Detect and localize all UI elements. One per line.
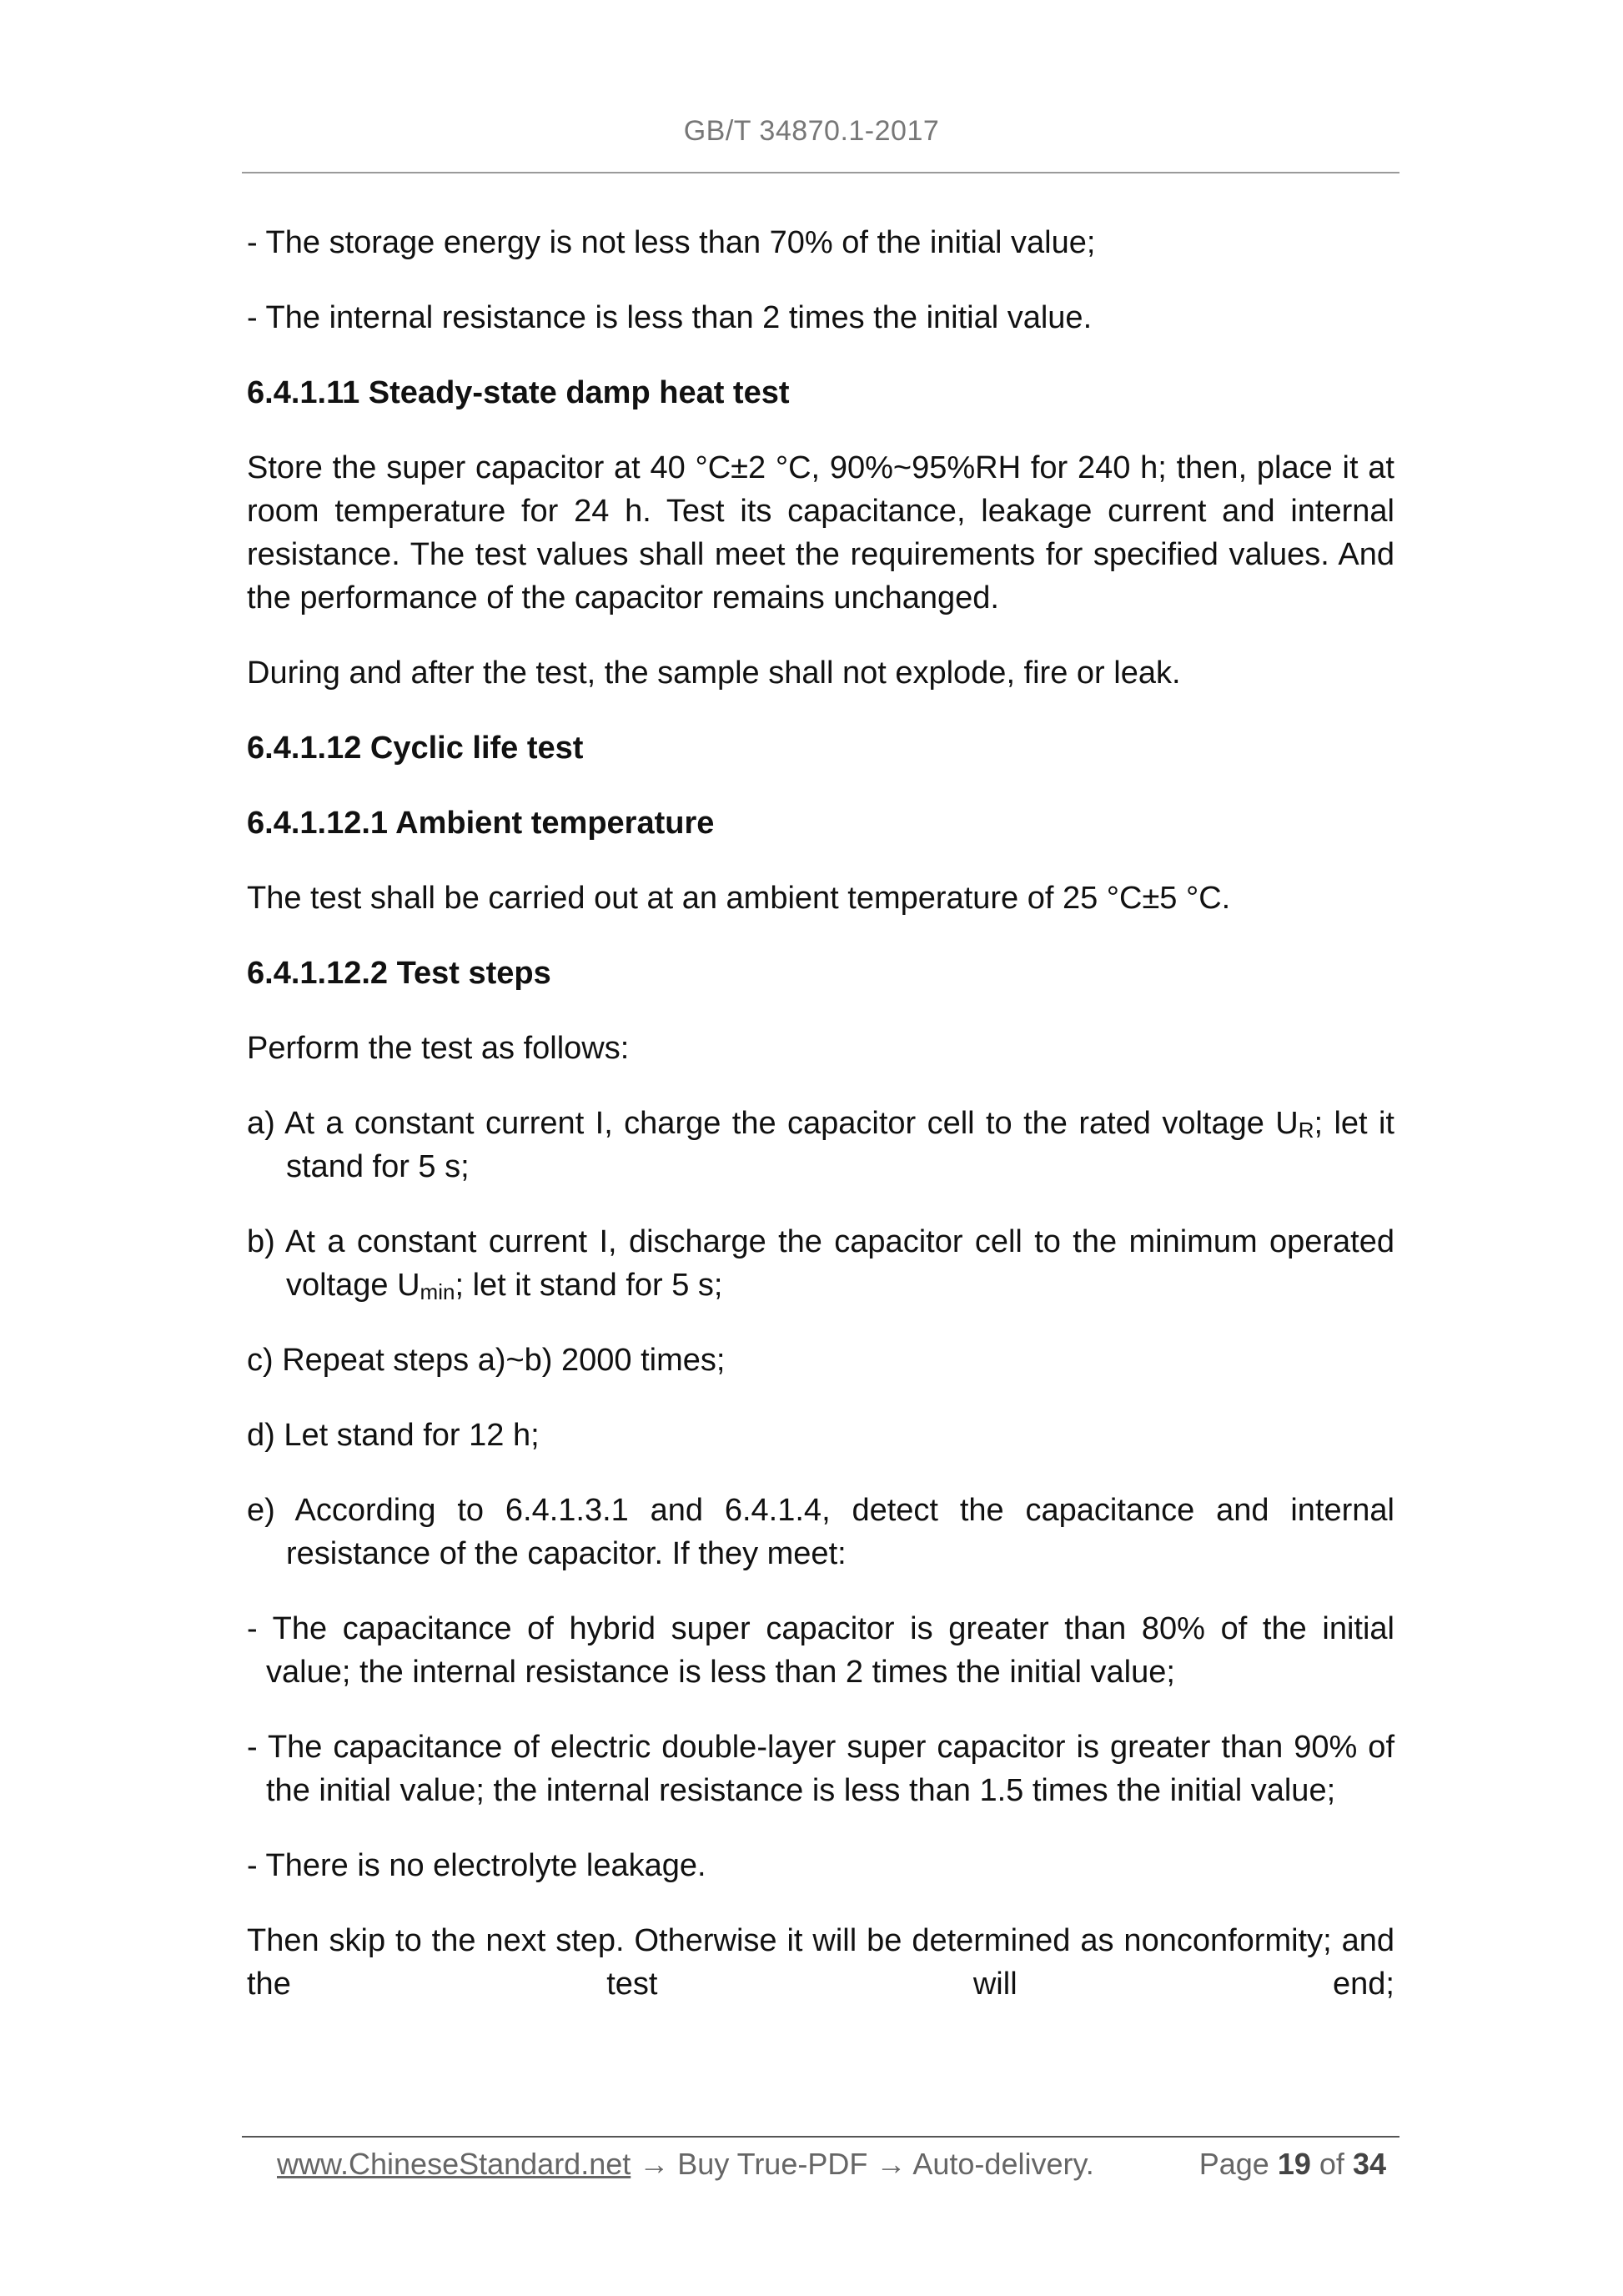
of-label: of bbox=[1319, 2147, 1344, 2181]
section-heading-6-4-1-12: 6.4.1.12 Cyclic life test bbox=[247, 731, 584, 766]
paragraph-ambient-temperature: The test shall be carried out at an ambient temperature of 25 °C±5 °C. bbox=[247, 881, 1231, 916]
header-standard-code: GB/T 34870.1-2017 bbox=[683, 115, 940, 147]
paragraph-perform-intro: Perform the test as follows: bbox=[247, 1031, 630, 1066]
paragraph-during-test: During and after the test, the sample shall not explode, fire or leak. bbox=[247, 656, 1181, 691]
current-page-number: 19 bbox=[1277, 2147, 1311, 2181]
criterion-storage-energy: - The storage energy is not less than 70% of the initial value; bbox=[247, 225, 1096, 260]
section-heading-6-4-1-11: 6.4.1.11 Steady-state damp heat test bbox=[247, 375, 790, 410]
section-heading-6-4-1-12-2: 6.4.1.12.2 Test steps bbox=[247, 956, 551, 991]
page-label: Page bbox=[1198, 2147, 1269, 2181]
page-footer bbox=[277, 2143, 1386, 2185]
step-b-text: b) At a constant current I, discharge the capacitor cell to the minimum operated voltage U bbox=[247, 1224, 1394, 1303]
buy-true-pdf-text: Buy True-PDF bbox=[677, 2147, 868, 2181]
website-link[interactable]: www.ChineseStandard.net bbox=[277, 2147, 631, 2181]
list-item-step-e: e) According to 6.4.1.3.1 and 6.4.1.4, detect the capacitance and internal resistance of the capacitor. If they meet: bbox=[247, 1493, 1394, 1571]
list-item-step-b bbox=[247, 1220, 1394, 1307]
section-heading-6-4-1-12-1: 6.4.1.12.1 Ambient temperature bbox=[247, 806, 715, 841]
total-pages-number: 34 bbox=[1352, 2147, 1386, 2181]
page-content bbox=[247, 221, 1394, 2006]
arrow-right-icon: → bbox=[639, 2147, 670, 2181]
step-b-subscript: min bbox=[420, 1279, 455, 1304]
step-a-tail: ; let it stand for 5 s; bbox=[286, 1106, 1394, 1184]
auto-delivery-text: Auto-delivery. bbox=[912, 2147, 1094, 2181]
footer-promo bbox=[277, 2143, 1094, 2185]
list-item-step-d: d) Let stand for 12 h; bbox=[247, 1418, 540, 1453]
list-item-step-a bbox=[247, 1102, 1394, 1188]
then-skip-text: Then skip to the next step. Otherwise it will be determined as nonconformity; and the test will end; bbox=[247, 1923, 1394, 2002]
criterion-internal-resistance: - The internal resistance is less than 2 times the initial value. bbox=[247, 300, 1093, 335]
sub-criterion-leakage: - There is no electrolyte leakage. bbox=[247, 1848, 706, 1883]
step-a-text: a) At a constant current I, charge the capacitor cell to the rated voltage U bbox=[247, 1106, 1299, 1141]
list-item-step-c: c) Repeat steps a)~b) 2000 times; bbox=[247, 1343, 726, 1378]
step-a-subscript: R bbox=[1298, 1118, 1314, 1143]
paragraph-damp-heat-procedure: Store the super capacitor at 40 °C±2 °C, 90%~95%RH for 240 h; then, place it at room temperature for 24 h. Test its capacitance, leakage current and internal resistance. The test values shall meet the requirements for specified values. And the performance of the capacitor remains unchanged. bbox=[247, 450, 1394, 615]
paragraph-then-skip bbox=[247, 1919, 1394, 2006]
header-divider bbox=[242, 172, 1399, 173]
page-indicator bbox=[1199, 2143, 1386, 2185]
arrow-right-icon: → bbox=[876, 2147, 907, 2181]
step-b-tail: ; let it stand for 5 s; bbox=[455, 1268, 723, 1303]
sub-criterion-hybrid: - The capacitance of hybrid super capacitor is greater than 80% of the initial value; the internal resistance is less than 2 times the initial value; bbox=[247, 1611, 1394, 1690]
sub-criterion-double-layer: - The capacitance of electric double-layer super capacitor is greater than 90% of the initial value; the internal resistance is less than 1.5 times the initial value; bbox=[247, 1730, 1394, 1808]
footer-divider bbox=[242, 2136, 1399, 2138]
